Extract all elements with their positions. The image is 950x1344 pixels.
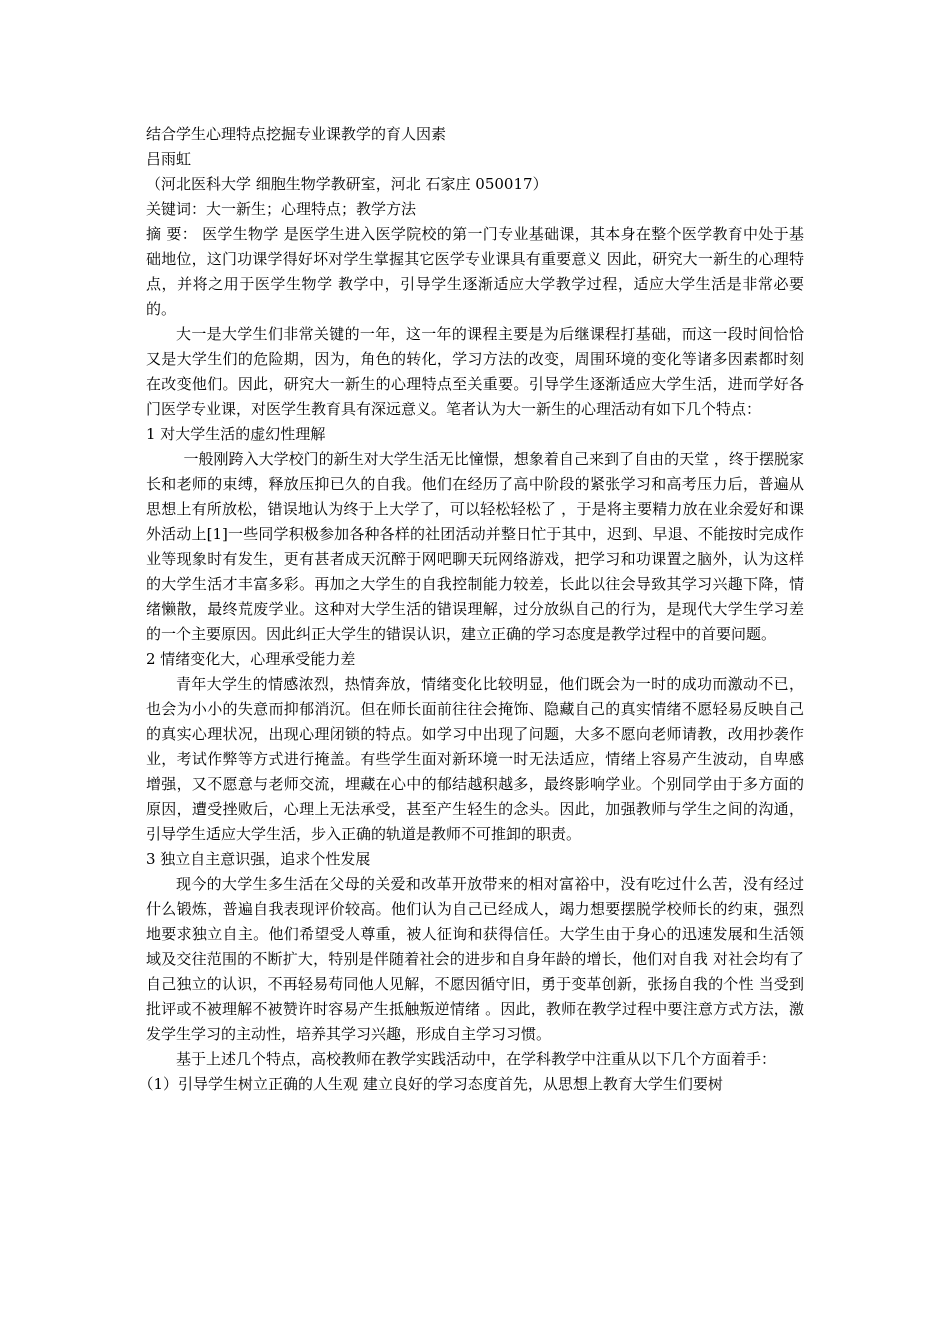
- section-body-3: 现今的大学生多生活在父母的关爱和改革开放带来的相对富裕中，没有吃过什么苦，没有经过什么锻炼，普遍自我表现评价较高。他们认为自己已经成人，竭力想要摆脱学校师长的约束，强烈地要求独立自主。他们希望受人尊重，被人征询和获得信任。大学生由于身心的迅速发展和生活领域及交往范围的不断扩大，特别是伴随着社会的进步和自身年龄的增长，他们对自我 对社会均有了自己独立的认识，不再轻易苟同他人见解，不愿因循守旧，勇于变革创新，张扬自我的个性 当受到批评或不被理解不被赞许时容易产生抵触叛逆情绪 。因此，教师在教学过程中要注意方式方法，激发学生学习的主动性，培养其学习兴趣，形成自主学习习惯。: [146, 875, 804, 1043]
- conclusion-paragraph: 基于上述几个特点，高校教师在教学实践活动中，在学科教学中注重从以下几个方面着手：: [176, 1050, 777, 1068]
- author-affiliation: （河北医科大学 细胞生物学教研室，河北 石家庄 050017）: [146, 175, 548, 193]
- keywords: 关键词：大一新生；心理特点；教学方法: [146, 200, 417, 218]
- document-page: [138, 122, 804, 1097]
- section-heading-3: 3 独立自主意识强，追求个性发展: [146, 850, 371, 868]
- section-body-1: 一般刚跨入大学校门的新生对大学生活无比憧憬，想象着自己来到了自由的天堂 ，终于摆脱家长和老师的束缚，释放压抑已久的自我。他们在经历了高中阶段的紧张学习和高考压力后，普遍从思想上有所放松，错误地认为终于上大学了，可以轻松轻松了 ，于是将主要精力放在业余爱好和课外活动上[1]一些同学积极参加各种各样的社团活动并整日忙于其中，迟到、早退、不能按时完成作业等现象时有发生，更有甚者成天沉醉于网吧聊天玩网络游戏，把学习和功课置之脑外，认为这样的大学生活才丰富多彩。再加之大学生的自我控制能力较差，长此以往会导致其学习兴趣下降，情绪懒散，最终荒废学业。这种对大学生活的错误理解，过分放纵自己的行为，是现代大学生学习差的一个主要原因。因此纠正大学生的错误认识，建立正确的学习态度是教学过程中的首要问题。: [146, 450, 804, 643]
- article-title: 结合学生心理特点挖掘专业课教学的育人因素: [146, 125, 447, 143]
- point-1: （1）引导学生树立正确的人生观 建立良好的学习态度首先，从思想上教育大学生们要树: [138, 1075, 723, 1093]
- author-name: 吕雨虹: [146, 150, 192, 168]
- section-heading-2: 2 情绪变化大，心理承受能力差: [146, 650, 356, 668]
- abstract: 摘 要： 医学生物学 是医学生进入医学院校的第一门专业基础课，其本身在整个医学教育中处于基础地位，这门功课学得好坏对学生掌握其它医学专业课具有重要意义 因此，研究大一新生的心理特点，并将之用于医学生物学 教学中，引导学生逐渐适应大学教学过程，适应大学生活是非常必要的。: [146, 225, 804, 318]
- section-body-2: 青年大学生的情感浓烈，热情奔放，情绪变化比较明显，他们既会为一时的成功而激动不已，也会为小小的失意而抑郁消沉。但在师长面前往往会掩饰、隐藏自己的真实情绪不愿轻易反映自己的真实心理状况，出现心理闭锁的特点。如学习中出现了问题，大多不愿向老师请教，改用抄袭作业，考试作弊等方式进行掩盖。有些学生面对新环境一时无法适应，情绪上容易产生波动，自卑感增强，又不愿意与老师交流，埋藏在心中的郁结越积越多，最终影响学业。个别同学由于多方面的原因，遭受挫败后，心理上无法承受，甚至产生轻生的念头。因此，加强教师与学生之间的沟通，引导学生适应大学生活，步入正确的轨道是教师不可推卸的职责。: [146, 675, 804, 843]
- intro-paragraph: 大一是大学生们非常关键的一年，这一年的课程主要是为后继课程打基础，而这一段时间恰恰又是大学生们的危险期，因为，角色的转化，学习方法的改变，周围环境的变化等诸多因素都时刻在改变他们。因此，研究大一新生的心理特点至关重要。引导学生逐渐适应大学生活，进而学好各门医学专业课，对医学生教育具有深远意义。笔者认为大一新生的心理活动有如下几个特点：: [146, 325, 804, 418]
- section-heading-1: 1 对大学生活的虚幻性理解: [146, 425, 326, 443]
